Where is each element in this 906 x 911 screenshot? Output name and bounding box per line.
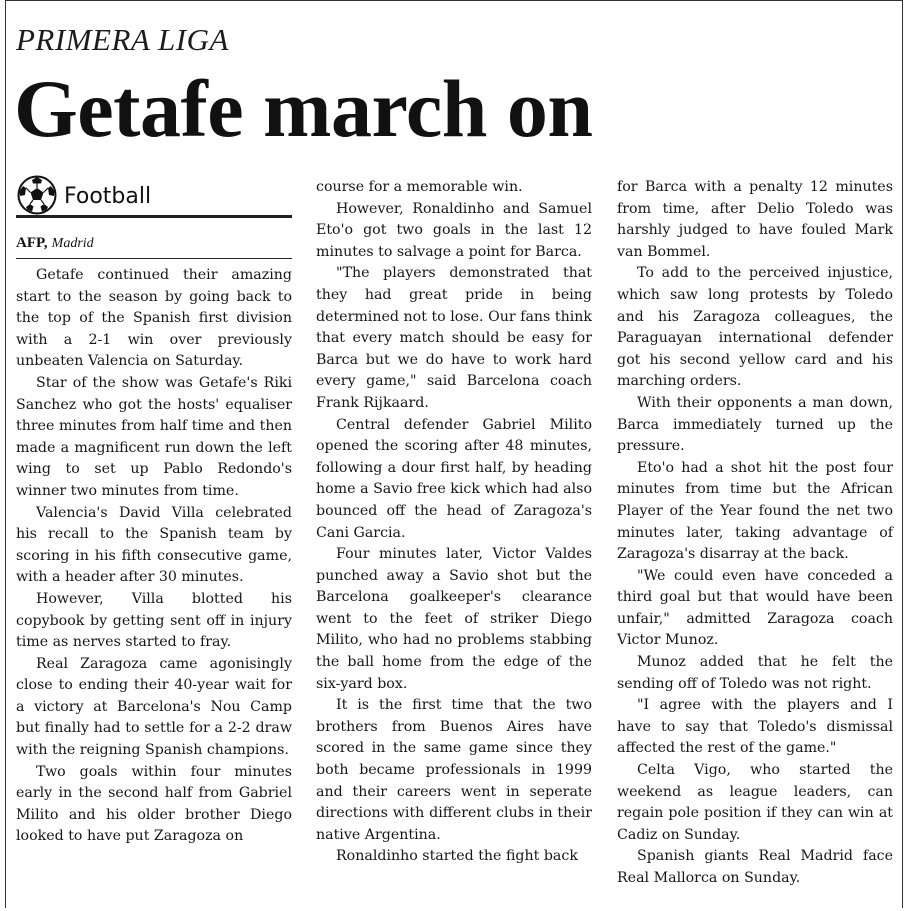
section-header [16, 175, 292, 218]
paragraph: Real Zaragoza came agonisingly close to ending their 40-year wait for a victory at Barcelona's Nou Camp but finally had to settle for a 2-2 draw with the reigning Spanish champions. [16, 655, 292, 759]
paragraph: Ronaldinho started the fight back [336, 848, 578, 865]
paragraph: "The players demonstrated that they had great pride in being determined not to lose. Our fans think that every match should be easy for Barca but we do have to work hard every game," said Barcelona coach Frank Rijkaard. [316, 265, 592, 411]
paragraph: Munoz added that he felt the sending off of Toledo was not right. [617, 654, 893, 692]
paragraph-continued: for Barca with a penalty 12 minutes from time, after Delio Toledo was harshly judged to have fouled Mark van Bommel. [617, 179, 893, 260]
kicker: PRIMERA LIGA [16, 22, 229, 57]
headline: Getafe march on [14, 63, 593, 154]
byline [16, 235, 94, 252]
paragraph: Getafe continued their amazing start to the season by going back to the top of the Spanish first division with a 2-1 win over previously unbeaten Valencia on Saturday. [16, 267, 292, 370]
paragraph: Four minutes later, Victor Valdes punched away a Savio shot but the Barcelona goalkeeper's clearance went to the feet of striker Diego Milito, who had no problems stabbing the ball home from the edge of the six-yard box. [316, 546, 592, 692]
article-column-1 [16, 265, 292, 848]
byline-divider [16, 258, 292, 259]
byline-city: Madrid [51, 236, 94, 251]
paragraph: Valencia's David Villa celebrated his recall to the Spanish team by scoring in his fifth consecutive game, with a header after 30 minutes. [16, 504, 292, 586]
paragraph: However, Villa blotted his copybook by getting sent off in injury time as nerves started to fray. [16, 590, 292, 651]
article-column-2 [316, 177, 592, 868]
paragraph: Two goals within four minutes early in the second half from Gabriel Milito and his older brother Diego looked to have put Zaragoza on [16, 763, 292, 845]
article-column-3 [617, 177, 893, 890]
paragraph: "We could even have conceded a third goal but that would have been unfair," admitted Zaragoza coach Victor Munoz. [617, 567, 893, 649]
paragraph-continued: course for a memorable win. [316, 179, 523, 195]
paragraph: However, Ronaldinho and Samuel Eto'o got two goals in the last 12 minutes to salvage a point for Barca. [316, 200, 592, 260]
byline-agency: AFP, [16, 235, 48, 251]
paragraph: With their opponents a man down, Barca immediately turned up the pressure. [617, 394, 893, 455]
paragraph: Central defender Gabriel Milito opened the scoring after 48 minutes, following a dour first half, by heading home a Savio free kick which had also bounced off the head of Zaragoza's Cani Garcia. [316, 416, 592, 541]
paragraph: Celta Vigo, who started the weekend as league leaders, can regain pole position if they can win at Cadiz on Sunday. [617, 762, 893, 843]
paragraph: It is the first time that the two brothers from Buenos Aires have scored in the same game since they both became professionals in 1999 and their careers went in seperate directions with different clubs in their native Argentina. [316, 697, 592, 843]
paragraph: Spanish giants Real Madrid face Real Mallorca on Sunday. [617, 848, 893, 886]
football-icon [17, 175, 57, 215]
paragraph: Eto'o had a shot hit the post four minutes from time but the African Player of the Year found the net two minutes later, taking advantage of Zaragoza's disarray at the back. [617, 459, 893, 563]
paragraph: "I agree with the players and I have to say that Toledo's dismissal affected the rest of the game." [617, 697, 893, 757]
paragraph: To add to the perceived injustice, which saw long protests by Toledo and his Zaragoza colleagues, the Paraguayan international defender got his second yellow card and his marching orders. [617, 265, 893, 390]
paragraph: Star of the show was Getafe's Riki Sanchez who got the hosts' equaliser three minutes from half time and then made a magnificent run down the left wing to set up Pablo Redondo's winner two minutes from time. [16, 374, 292, 499]
section-label: Football [64, 184, 152, 209]
